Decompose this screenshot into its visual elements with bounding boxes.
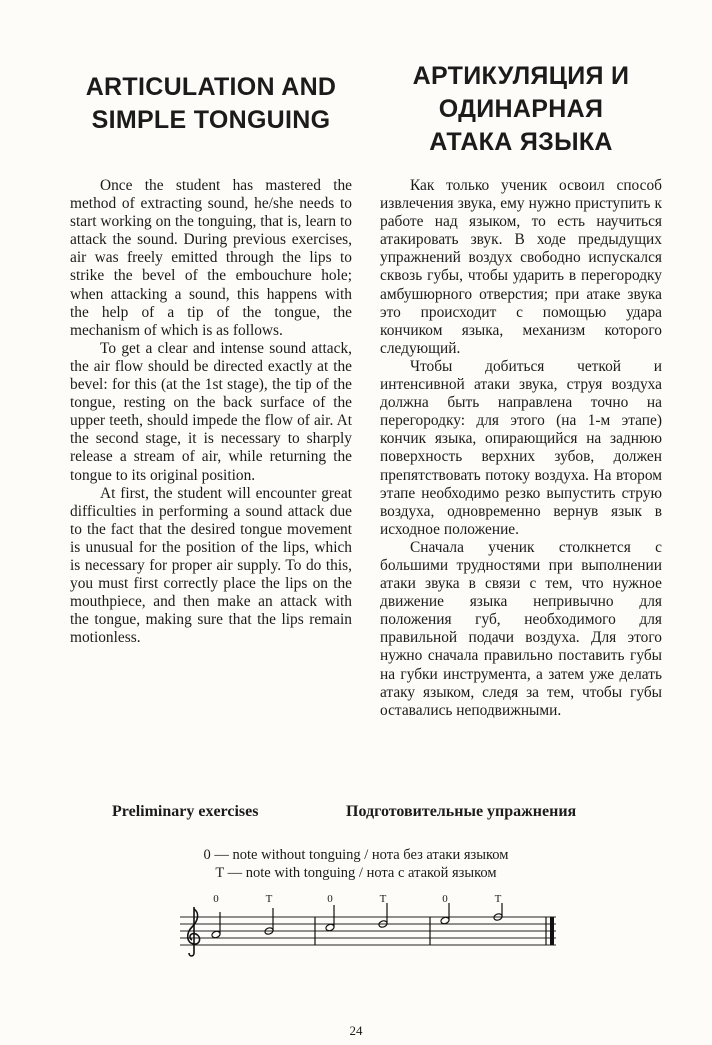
legend-line: 0 — note without tonguing / нота без атаки языком [203,847,509,863]
russian-title [380,60,662,159]
half-note-icon [211,912,221,939]
english-title-line: ARTICULATION AND [85,73,337,101]
articulation-mark: 0 [327,893,333,905]
english-column [70,60,352,647]
exercises-heading-ru: Подготовительные упражнения [346,803,577,820]
half-note-icon [493,903,503,921]
russian-body [380,177,662,720]
legend-line: T — note with tonguing / нота с атакой языком [215,865,497,881]
articulation-mark: T [494,893,502,905]
russian-column [380,60,662,719]
russian-paragraph: Как только ученик освоил способ извлечения звука, ему нужно приступить к работе над языком, то есть научиться атакировать звук. В ходе предыдущих упражнений воздух свободно испускался сквозь губы, чтобы ударить в перегородку амбушюрного отверстия; при атаке звука это происходит с помощью удара кончиком языка, механизм которого следующий. [380,177,662,357]
page-number: 24 [349,1023,363,1038]
english-paragraph: At first, the student will encounter great difficulties in performing a sound attack due to the fact that the desired tongue movement is unusual for the position of the lips, which is necessary for proper air supply. To do this, you must first correctly place the lips on the mouthpiece, and then make an attack with the tongue, making sure that the lips remain motionless. [70,484,352,647]
english-body [70,177,352,647]
half-note-icon [325,905,335,932]
articulation-mark: T [265,893,273,905]
music-staff [180,893,560,963]
staff-svg [180,903,560,963]
english-paragraph: To get a clear and intense sound attack, the air flow should be directed exactly at the bevel: for this (at the 1st stage), the tip of the tongue, resting on the back surface of the upper teeth, should impede the flow of air. At the second stage, it is necessary to sharply release a stream of air, while returning the tongue to its original position. [70,339,352,484]
staff-lines [180,917,556,945]
russian-title-line: ОДИНАРНАЯ [438,95,604,123]
half-note-icon [440,903,450,925]
english-paragraph: Once the student has mastered the method of extracting sound, he/she needs to start working on the tonguing, that is, learn to attack the sound. During previous exercises, air was freely emitted through the lips to strike the bevel of the embouchure hole; when attacking a sound, this happens with the help of a tip of the tongue, the mechanism of which is as follows. [70,177,352,339]
russian-paragraph: Сначала ученик столкнется с большими трудностями при выполнении атаки звука в связи с тем, что нужное движение языка непривычно для положения губ, необходимого для правильной подачи воздуха. Для этого нужно сначала правильно поставить губы на губки инструмента, а затем уже делать атаку языком, следя за тем, чтобы губы оставались неподвижными. [380,538,662,719]
russian-title-line: АТАКА ЯЗЫКА [429,128,613,156]
articulation-mark: 0 [213,893,219,905]
english-title-line: SIMPLE TONGUING [91,106,331,134]
articulation-mark: T [379,893,387,905]
russian-title-line: АРТИКУЛЯЦИЯ И [412,62,630,90]
articulation-mark: 0 [442,893,448,905]
english-title [70,71,352,137]
exercises-heading-en: Preliminary exercises [112,803,259,820]
russian-paragraph: Чтобы добиться четкой и интенсивной атаки звука, струя воздуха должна быть направлена точно на перегородку: для этого (на 1-м этапе) кончик языка, опирающийся на заднюю поверхность верхних зубов, должен препятствовать потоку воздуха. На втором этапе необходимо резко выпустить струю воздуха, одновременно вернув язык в исходное положение. [380,357,662,538]
